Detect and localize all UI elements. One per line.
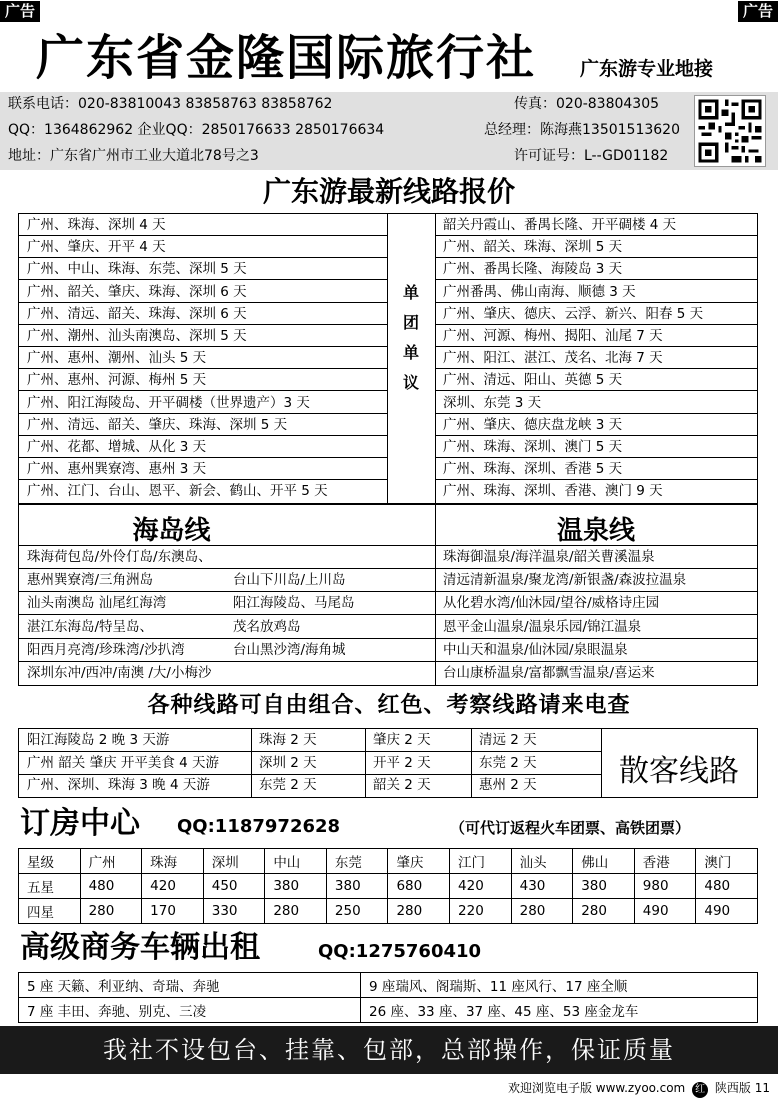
route-item: 深圳、东莞 3 天 [435,392,757,414]
route-item: 广州、清远、阳山、英德 5 天 [435,369,757,391]
combo-row [19,729,601,752]
route-item: 广州、清远、韶关、肇庆、珠海、深圳 5 天 [19,414,387,436]
middle-char: 团 [402,313,419,332]
spring-row: 从化碧水湾/仙沐园/望谷/威格诗庄园 [435,592,757,615]
route-item: 广州、惠州巽寮湾、惠州 3 天 [19,458,387,480]
island-row [19,616,435,639]
manager: 总经理：陈海燕13501513620 [484,122,680,138]
combo-cell: 东莞 2 天 [479,754,537,771]
combo-title: 各种线路可自由组合、红色、考察线路请来电查 [147,693,631,718]
island-spring-table [18,504,758,686]
middle-char: 单 [402,343,419,362]
combo-cell: 开平 2 天 [373,754,431,771]
hotel-cell: 四星 [19,899,81,924]
route-item: 广州、珠海、深圳、香港 5 天 [435,458,757,480]
island-title: 海岛线 [132,516,211,546]
hotel-cell: 490 [696,899,758,924]
footer-slogan: 我社不设包台、挂靠、包部，总部操作，保证质量 [0,1026,778,1074]
car-cell: 5 座 天籁、利亚纳、奇瑞、奔驰 [19,973,361,998]
island-row [19,546,435,569]
route-item: 广州、韶关、肇庆、珠海、深圳 6 天 [19,281,387,303]
agency-subtitle: 广东游专业地接 [580,58,714,80]
route-item: 广州、清远、韶关、珠海、深圳 6 天 [19,303,387,325]
hotel-note: （可代订返程火车团票、高铁团票） [450,819,691,837]
hotel-cell: 220 [450,899,512,924]
hotel-cell: 250 [326,899,388,924]
hotel-header-cell: 江门 [450,849,512,874]
hotel-header-cell: 汕头 [511,849,573,874]
bottom-bar [508,1079,770,1098]
hotel-header-cell: 东莞 [326,849,388,874]
route-item: 广州、珠海、深圳、澳门 5 天 [435,436,757,458]
site-text: 欢迎浏览电子版 www.zyoo.com [507,1081,686,1095]
combo-table [18,728,758,798]
hotel-cell: 420 [142,874,204,899]
hotel-cell: 280 [511,899,573,924]
combo-label: 散客线路 [619,754,739,789]
island-row [19,569,435,592]
island-name: 汕头南澳岛 汕尾红海湾 [27,595,167,612]
route-item: 广州、珠海、深圳、香港、澳门 9 天 [443,483,663,500]
ad-tag-left: 广告 [0,1,40,22]
combo-cell: 韶关 2 天 [373,777,431,794]
hotel-qq: QQ:1187972628 [177,816,341,837]
car-table [18,972,758,1023]
combo-cell: 肇庆 2 天 [373,732,431,748]
hotel-header-cell: 深圳 [203,849,265,874]
hotel-header-row [19,849,758,874]
hotel-cell: 170 [142,899,204,924]
car-qq: QQ:1275760410 [318,941,482,962]
hotel-cell: 330 [203,899,265,924]
combo-cell: 阳江海陵岛 2 晚 3 天游 [27,732,170,748]
hotel-cell: 980 [634,874,696,899]
spring-title: 温泉线 [556,516,635,546]
spring-row: 清远清新温泉/聚龙湾/新银盏/森波拉温泉 [435,569,757,592]
route-item: 广州、潮州、汕头南澳岛、深圳 5 天 [19,325,387,347]
route-item: 广州、花都、增城、从化 3 天 [19,436,387,458]
car-row [19,973,758,998]
island-name: 阳西月亮湾/珍珠湾/沙扒湾 [27,641,185,658]
combo-row [19,752,601,775]
combo-row [19,774,601,797]
hotel-cell: 280 [573,899,635,924]
spring-row: 恩平金山温泉/温泉乐园/锦江温泉 [435,616,757,639]
car-cell: 26 座、33 座、37 座、45 座、53 座金龙车 [361,998,758,1023]
hotel-cell: 380 [573,874,635,899]
route-item: 广州、番禺长隆、海陵岛 3 天 [435,258,757,280]
hotel-header-cell: 香港 [634,849,696,874]
island-row [19,662,435,685]
route-item: 广州、肇庆、德庆盘龙峡 3 天 [435,414,757,436]
edition-text: 陕西版 11 [714,1081,770,1095]
route-item: 广州、阳江、湛江、茂名、北海 7 天 [435,347,757,369]
routes-title: 广东游最新线路报价 [262,175,515,208]
island-name: 深圳东冲/西冲/南澳 /大/小梅沙 [27,665,212,681]
hotel-cell: 五星 [19,874,81,899]
hotel-cell: 280 [80,899,142,924]
hotel-cell: 380 [326,874,388,899]
phone: 联系电话：020-83810043 83858763 83858762 [8,96,333,112]
hotel-cell: 430 [511,874,573,899]
island-name: 湛江东海岛/特呈岛、 [27,618,154,635]
license: 许可证号：L--GD01182 [514,148,669,164]
hotel-row [19,899,758,924]
spring-row: 珠海御温泉/海洋温泉/韶关曹溪温泉 [435,546,757,569]
hotel-header-cell: 广州 [80,849,142,874]
combo-cell: 惠州 2 天 [479,777,537,794]
island-name: 惠州巽寮湾/三角洲岛 [27,572,154,589]
middle-char: 议 [402,373,419,392]
hotel-header-cell: 肇庆 [388,849,450,874]
ad-tag-right: 广告 [738,1,778,22]
qq: QQ：1364862962 企业QQ：2850176633 2850176634 [8,122,385,138]
island-name: 台山黑沙湾/海角城 [233,641,346,658]
hotel-price-table [18,848,758,924]
combo-cell: 广州 韶关 肇庆 开平美食 4 天游 [27,754,220,771]
route-item: 广州、河源、梅州、揭阳、汕尾 7 天 [435,325,757,347]
hotel-header-cell: 中山 [265,849,327,874]
car-row [19,998,758,1023]
island-name: 茂名放鸡岛 [233,618,301,635]
combo-cell: 深圳 2 天 [259,754,317,771]
route-item: 广州、中山、珠海、东莞、深圳 5 天 [19,258,387,280]
combo-cell: 珠海 2 天 [259,732,317,748]
route-item: 广州、惠州、河源、梅州 5 天 [19,369,387,391]
route-item: 广州、江门、台山、恩平、新会、鹤山、开平 5 天 [27,483,328,500]
hotel-cell: 420 [450,874,512,899]
car-cell: 7 座 丰田、奔驰、别克、三凌 [19,998,361,1023]
spring-row: 台山康桥温泉/富都飘雪温泉/喜运来 [443,665,655,681]
hotel-cell: 280 [265,899,327,924]
island-name: 阳江海陵岛、马尾岛 [233,595,355,612]
spring-row: 中山天和温泉/仙沐园/泉眼温泉 [435,639,757,662]
route-item: 广州、阳江海陵岛、开平碉楼（世界遗产）3 天 [19,392,387,414]
hotel-cell: 680 [388,874,450,899]
route-item: 广州、珠海、深圳 4 天 [19,214,387,236]
agency-title: 广东省金隆国际旅行社 [36,30,537,86]
car-cell: 9 座瑞风、阁瑞斯、11 座风行、17 座全顺 [361,973,758,998]
island-row [19,592,435,615]
route-item: 广州、韶关、珠海、深圳 5 天 [435,236,757,258]
combo-cell: 广州、深圳、珠海 3 晚 4 天游 [27,777,210,794]
hotel-header-cell: 佛山 [573,849,635,874]
route-item: 广州、肇庆、德庆、云浮、新兴、阳春 5 天 [435,303,757,325]
hotel-cell: 490 [634,899,696,924]
route-item: 广州、惠州、潮州、汕头 5 天 [19,347,387,369]
island-row [19,639,435,662]
hotel-cell: 450 [203,874,265,899]
hotel-header-cell: 星级 [19,849,81,874]
combo-cell: 东莞 2 天 [259,777,317,794]
address: 地址：广东省广州市工业大道北78号之3 [8,148,259,164]
qr-code-icon [694,95,766,167]
hotel-header-cell: 珠海 [142,849,204,874]
edition-badge: 红 [692,1082,708,1098]
fax: 传真：020-83804305 [514,96,660,112]
hotel-cell: 280 [388,899,450,924]
hotel-cell: 480 [696,874,758,899]
hotel-row [19,874,758,899]
hotel-cell: 380 [265,874,327,899]
middle-char: 单 [402,283,419,302]
island-name: 珠海荷包岛/外伶仃岛/东澳岛、 [27,549,212,565]
routes-table [18,213,758,504]
route-item: 广州、肇庆、开平 4 天 [19,236,387,258]
car-title: 高级商务车辆出租 [20,930,260,965]
hotel-title: 订房中心 [20,806,140,841]
island-name: 台山下川岛/上川岛 [233,572,346,589]
route-item: 韶关丹霞山、番禺长隆、开平碉楼 4 天 [435,214,757,236]
route-item: 广州番禺、佛山南海、顺德 3 天 [435,281,757,303]
combo-cell: 清远 2 天 [479,732,537,748]
hotel-header-cell: 澳门 [696,849,758,874]
hotel-cell: 480 [80,874,142,899]
